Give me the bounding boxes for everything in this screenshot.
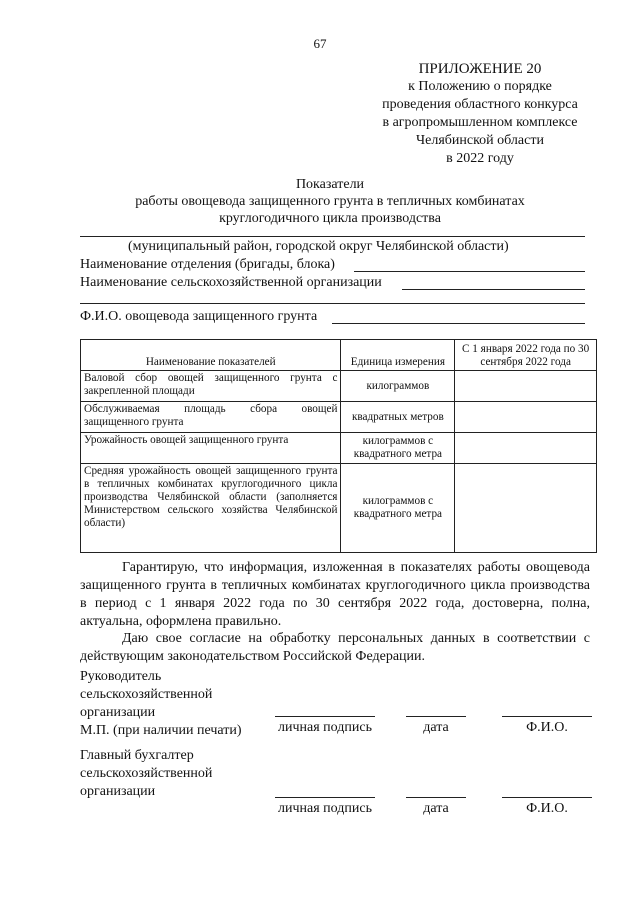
appendix-line: Челябинской области <box>416 133 544 148</box>
appendix-line: к Положению о порядке <box>408 79 552 94</box>
accountant-org: сельскохозяйственной <box>80 766 213 781</box>
head-org: организации <box>80 705 156 720</box>
accountant-org: организации <box>80 784 156 799</box>
accountant-signature-line[interactable] <box>275 797 375 798</box>
head-name-line[interactable] <box>502 716 592 717</box>
head-signature-caption: личная подпись <box>278 720 372 735</box>
head-title: Руководитель <box>80 669 162 684</box>
indicator-value-cell[interactable] <box>455 433 597 464</box>
head-date-caption: дата <box>423 720 449 735</box>
appendix-line: проведения областного конкурса <box>382 97 578 112</box>
head-date-line[interactable] <box>406 716 466 717</box>
indicator-value-cell[interactable] <box>455 464 597 553</box>
consent-paragraph: Даю свое согласие на обработку персональных данных в соответствии с действующим законодательством Российской Федерации. <box>80 631 590 664</box>
indicator-name: Валовой сбор овощей защищенного грунта с закрепленной площади <box>81 371 341 402</box>
table-row <box>81 371 597 402</box>
title-line: Показатели <box>295 177 365 192</box>
indicator-name: Средняя урожайность овощей защищенного грунта в тепличных комбинатах круглогодичного цикла производства Челябинской области <box>84 465 338 503</box>
grower-label: Ф.И.О. овощевода защищенного грунта <box>80 309 318 324</box>
head-signature-line[interactable] <box>275 716 375 717</box>
indicator-name: Урожайность овощей защищенного грунта <box>81 433 341 464</box>
accountant-date-line[interactable] <box>406 797 466 798</box>
table-row <box>81 402 597 433</box>
accountant-name-caption: Ф.И.О. <box>526 801 568 816</box>
page-number: 67 <box>313 36 327 51</box>
stamp-note: М.П. (при наличии печати) <box>80 723 242 738</box>
accountant-name-line[interactable] <box>502 797 592 798</box>
indicator-name-cell <box>81 464 341 553</box>
accountant-date-caption: дата <box>423 801 449 816</box>
document-title <box>100 176 560 227</box>
table-row <box>81 433 597 464</box>
appendix-line: в 2022 году <box>446 151 514 166</box>
indicator-unit: квадратных метров <box>341 402 455 433</box>
table-header-row <box>81 340 597 371</box>
head-name-caption: Ф.И.О. <box>526 720 568 735</box>
indicator-unit: килограммов с квадратного метра <box>341 464 455 553</box>
indicator-unit: килограммов <box>341 371 455 402</box>
head-signature-label <box>80 668 242 740</box>
appendix-header <box>360 60 600 168</box>
header-period: С 1 января 2022 года по 30 сентября 2022 года <box>455 340 597 371</box>
guarantee-paragraph: Гарантирую, что информация, изложенная в показателях работы овощевода защищенного грунта в тепличных комбинатах круглогодичного цикла производства в период с 1 января 2022 года по 30 сентября 2022 года, достоверна, полна, актуальна, оформлена правильно. <box>80 560 590 629</box>
table-row <box>81 464 597 553</box>
head-org: сельскохозяйственной <box>80 687 213 702</box>
accountant-signature-caption: личная подпись <box>278 801 372 816</box>
department-blank-line[interactable] <box>354 271 585 272</box>
organization-blank-line[interactable] <box>402 289 585 290</box>
indicators-table <box>80 339 597 553</box>
header-unit: Единица измерения <box>341 340 455 371</box>
indicator-name: Обслуживаемая площадь сбора овощей защищенного грунта <box>81 402 341 433</box>
municipal-blank-line[interactable] <box>80 236 585 237</box>
municipal-hint: (муниципальный район, городской округ Челябинской области) <box>128 239 509 254</box>
header-indicator: Наименование показателей <box>81 340 341 371</box>
indicator-value-cell[interactable] <box>455 402 597 433</box>
department-label: Наименование отделения (бригады, блока) <box>80 257 335 272</box>
appendix-title: ПРИЛОЖЕНИЕ 20 <box>418 61 542 77</box>
title-line: работы овощевода защищенного грунта в тепличных комбинатах <box>135 194 525 209</box>
accountant-title: Главный бухгалтер <box>80 748 194 763</box>
accountant-signature-label <box>80 747 212 801</box>
indicator-unit: килограммов с квадратного метра <box>341 433 455 464</box>
grower-blank-line[interactable] <box>332 323 585 324</box>
organization-blank-line-2[interactable] <box>80 303 585 304</box>
appendix-line: в агропромышленном комплексе <box>382 115 578 130</box>
organization-label: Наименование сельскохозяйственной организации <box>80 275 382 290</box>
indicator-note: (заполняется Министерством сельского хозяйства Челябинской области) <box>84 491 338 529</box>
indicator-value-cell[interactable] <box>455 371 597 402</box>
title-line: круглогодичного цикла производства <box>219 211 441 226</box>
